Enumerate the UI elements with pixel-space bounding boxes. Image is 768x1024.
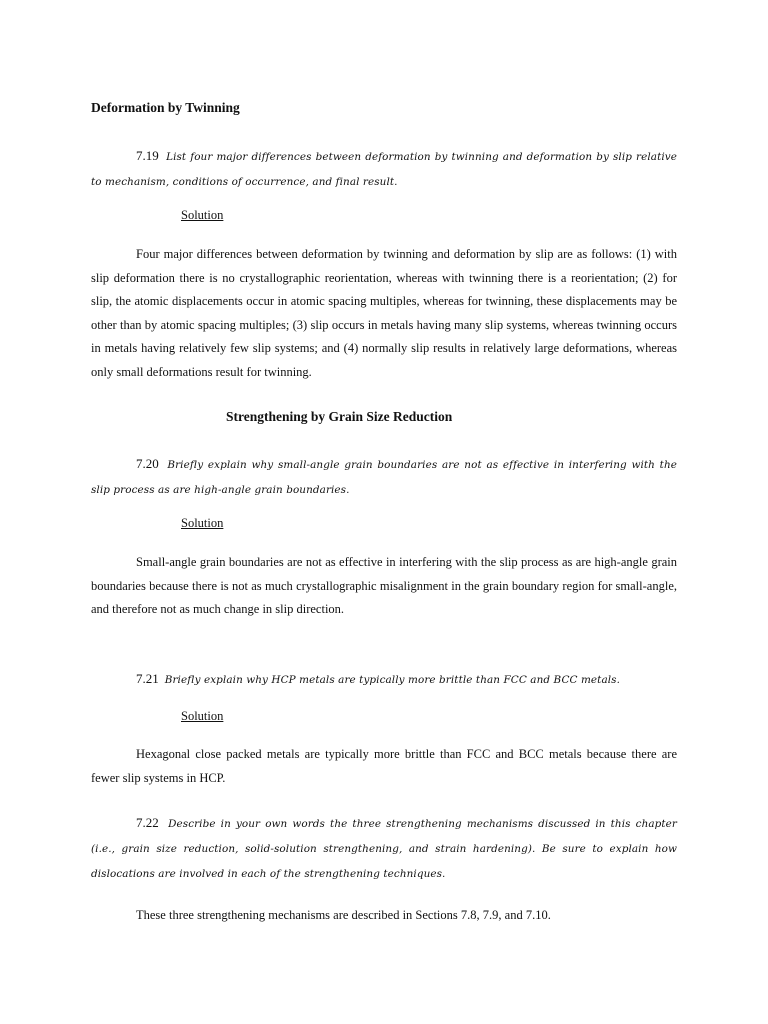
question-text: Describe in your own words the three strengthening mechanisms discussed in this chapter (i.e., grain size reduction, solid-solution strengthening, and strain hardening). Be sure to explain how dislocations are involved in each of the strengthening techniques.: [91, 818, 677, 880]
problem-7-21-question: [91, 667, 677, 692]
problem-7-21-answer: Hexagonal close packed metals are typically more brittle than FCC and BCC metals because there are fewer slip systems in HCP.: [91, 747, 677, 785]
problem-7-20-question: [91, 452, 677, 502]
solution-label: Solution: [181, 516, 224, 530]
question-text: Briefly explain why HCP metals are typically more brittle than FCC and BCC metals.: [164, 674, 620, 686]
problem-number: 7.22: [136, 815, 159, 830]
problem-7-19-answer: Four major differences between deformation by twinning and deformation by slip are as follows: (1) with slip deformation there is no crystallographic reorientation, whereas with twinning there is a reorientation; (2) for slip, the atomic displacements occur in atomic spacing multiples, whereas for twinning, these displacements may be other than by atomic spacing multiples; (3) slip occurs in metals having many slip systems, whereas twinning occurs in metals having relatively few slip systems; and (4) normally slip results in relatively large deformations, whereas only small deformations result for twinning.: [91, 247, 677, 379]
solution-label: Solution: [181, 208, 224, 222]
problem-7-22-question: [91, 811, 677, 886]
problem-number: 7.20: [136, 456, 159, 471]
problem-7-19-question: [91, 144, 677, 194]
question-text: List four major differences between deformation by twinning and deformation by slip relative to mechanism, conditions of occurrence, and final result.: [91, 151, 678, 188]
solution-label: Solution: [181, 709, 224, 723]
problem-number: 7.19: [136, 148, 159, 163]
problem-7-22-answer: These three strengthening mechanisms are described in Sections 7.8, 7.9, and 7.10.: [136, 908, 551, 922]
section-heading-grain-size: Strengthening by Grain Size Reduction: [226, 409, 453, 424]
problem-number: 7.21: [136, 671, 159, 686]
problem-7-20-answer: Small-angle grain boundaries are not as effective in interfering with the slip process as are high-angle grain boundaries because there is not as much crystallographic misalignment in the grain boundary region for small-angle, and therefore not as much change in slip direction.: [91, 555, 677, 616]
question-text: Briefly explain why small-angle grain boundaries are not as effective in interfering with the slip process as are high-angle grain boundaries.: [91, 459, 677, 496]
section-heading-twinning: Deformation by Twinning: [91, 100, 240, 115]
